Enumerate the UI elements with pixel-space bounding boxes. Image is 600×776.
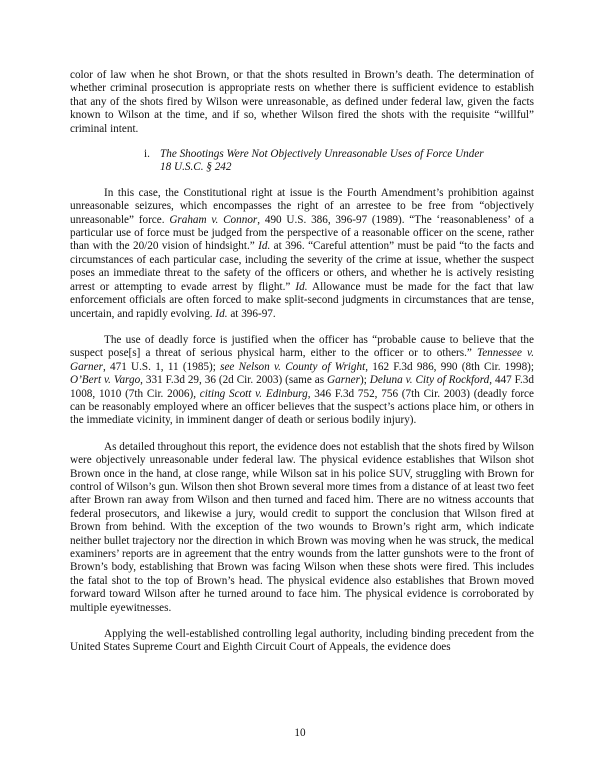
text-run: , 471 U.S. 1, 11 (1985); <box>102 360 221 373</box>
text-run: at 396-97. <box>227 307 276 320</box>
paragraph-fourth-amendment <box>70 187 534 321</box>
intro-paragraph: color of law when he shot Brown, or that the shots resulted in Brown’s death. The determination of whether criminal prosecution is appropriate rests on whether there is sufficient evidence to establish that any of the shots fired by Wilson were unreasonable, as defined under federal law, given the facts known to Wilson at the time, and if so, whether Wilson fired the shots with the requisite “willful” criminal intent. <box>70 69 534 135</box>
case-citation: Id. <box>295 280 308 293</box>
paragraph-evidence: As detailed throughout this report, the evidence does not establish that the shots fired by Wilson were objectively unreasonable under federal law. The physical evidence establishes that Wilson shot Brown once in the hand, at close range, while Wilson sat in his police SUV, struggling with Brown for control of Wilson’s gun. Wilson then shot Brown several more times from a distance of at least two feet after Brown ran away from Wilson and then turned and faced him. There are no witness accounts that federal prosecutors, and likewise a jury, would credit to support the conclusion that Wilson fired at Brown from behind. With the exception of the two wounds to Brown’s right arm, which indicate neither bullet trajectory nor the direction in which Brown was moving when he was struck, the medical examiners’ reports are in agreement that the entry wounds from the latter gunshots were to the front of Brown’s body, establishing that Brown was facing Wilson when these shots were fired. This includes the fatal shot to the top of Brown’s head. The physical evidence also establishes that Brown moved forward toward Wilson after he turned around to face him. The physical evidence is corroborated by multiple eyewitnesses. <box>70 440 534 614</box>
section-heading <box>70 148 534 175</box>
case-citation: Tennessee v. Garner <box>70 347 534 373</box>
text-run: ); <box>359 374 370 387</box>
text-run: , 490 U.S. 386, 396-97 (1989). “The ‘reasonableness’ of a particular use of force must be judged from the perspective of a reasonable officer on the scene, rather than with the 20/20 vision of hindsight.” <box>70 213 534 253</box>
case-citation: citing Scott v. Edinburg <box>199 387 308 400</box>
case-citation: Id. <box>215 307 228 320</box>
case-citation: Deluna v. City of Rockford <box>369 374 490 387</box>
text-run: , 447 F.3d 1008, 1010 (7th Cir. 2006), <box>70 374 534 400</box>
text-run: , 331 F.3d 29, 36 (2d Cir. 2003) (same as <box>140 374 328 387</box>
text-run: Allowance must be made for the fact that law enforcement officials are often forced to make split-second judgments in circumstances that are tense, uncertain, and rapidly evolving. <box>70 280 534 320</box>
paragraph-applying-authority: Applying the well-established controlling legal authority, including binding precedent from the United States Supreme Court and Eighth Circuit Court of Appeals, the evidence does <box>70 628 534 654</box>
case-citation: Id. <box>258 240 271 253</box>
case-citation: Graham v. Connor <box>169 213 258 226</box>
case-citation: Garner <box>327 374 360 387</box>
text-run: The use of deadly force is justified when the officer has “probable cause to believe that the suspect pose[s] a threat of serious physical harm, either to the officer or to others.” <box>70 333 534 360</box>
text-run: , 346 F.3d 752, 756 (7th Cir. 2003) (deadly force can be reasonably employed where an officer believes that the suspect’s actions place him, or others in the immediate vicinity, in imminent danger of death or serious bodily injury). <box>70 387 534 427</box>
paragraph-deadly-force <box>70 334 534 428</box>
text-run: , 162 F.3d 986, 990 (8th Cir. 1998); <box>365 360 534 373</box>
section-heading-number: i. <box>144 148 150 161</box>
page-number: 10 <box>294 727 306 739</box>
text-run: at 396. “Careful attention” must be paid “to the facts and circumstances of each particular case, including the severity of the crime at issue, whether the suspect poses an immediate threat to the safety of the officers or others, and whether he is actively resisting arrest or attempting to evade arrest by flight.” <box>70 240 534 293</box>
document-body <box>70 69 534 655</box>
case-citation: see Nelson v. County of Wright <box>220 360 366 373</box>
section-heading-title: The Shootings Were Not Objectively Unreasonable Uses of Force Under 18 U.S.C. § 242 <box>160 148 484 174</box>
case-citation: O’Bert v. Vargo <box>70 374 141 387</box>
text-run: In this case, the Constitutional right at issue is the Fourth Amendment’s prohibition against unreasonable seizures, which encompasses the right of an arrestee to be free from “objectively unreasonable” force. <box>70 186 534 226</box>
